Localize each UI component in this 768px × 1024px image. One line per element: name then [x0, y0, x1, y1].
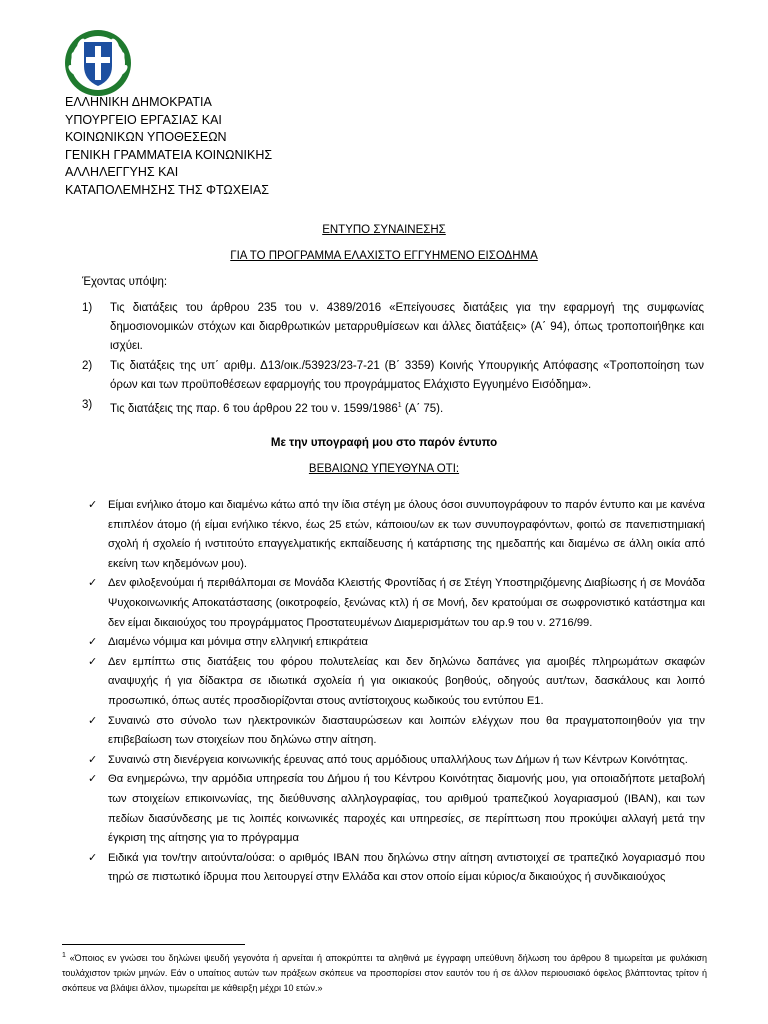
item-number: 2)	[82, 360, 93, 372]
declaration-item	[88, 496, 705, 574]
item-text-tail: (Α΄ 75).	[401, 402, 444, 415]
declarations-list	[88, 496, 705, 888]
item-number: 3)	[82, 399, 93, 411]
declaration-text: Δεν φιλοξενούμαι ή περιθάλπομαι σε Μονάδα Κλειστής Φροντίδας ή σε Στέγη Υποστηριζόμενης Διαβίωσης ή σε Μονάδα Ψυχοκοινωνικής Αποκατάστασης (οικοτροφείο, ξενώνας κτλ) ή σε Μονή, δεν κρατούμαι σε σωφρονιστικό κατάστημα και δεν είμαι δικαιούχος του προγράμματος Προστατευμένων Διαμερισμάτων του αρ.9 του ν. 2716/99.	[108, 577, 705, 629]
footnote-marker: 1	[62, 952, 66, 959]
header-line: ΚΟΙΝΩΝΙΚΩΝ ΥΠΟΘΕΣΕΩΝ	[65, 130, 227, 144]
item-text-main: Τις διατάξεις της παρ. 6 του άρθρου 22 του ν. 1599/1986	[110, 402, 398, 415]
greek-emblem-icon	[63, 28, 133, 98]
checkmark-icon: ✓	[88, 714, 98, 727]
item-text: Τις διατάξεις του άρθρου 235 του ν. 4389/2016 «Επείγουσες διατάξεις για την εφαρμογή της συμφωνίας δημοσιονομικών στόχων και διαρθρωτικών μεταρρυθμίσεων και άλλες διατάξεις» (Α΄ 94), όπως τροποποιήθηκε και ισχύει.	[110, 302, 704, 352]
consideration-item	[82, 299, 704, 356]
form-subtitle: ΓΙΑ ΤΟ ΠΡΟΓΡΑΜΜΑ ΕΛΑΧΙΣΤΟ ΕΓΓΥΗΜΕΝΟ ΕΙΣΟΔΗΜΑ	[230, 250, 538, 262]
header-line: ΕΛΛΗΝΙΚΗ ΔΗΜΟΚΡΑΤΙΑ	[65, 95, 212, 109]
declaration-item	[88, 653, 705, 712]
checkmark-icon: ✓	[88, 851, 98, 864]
footnote-text: «Όποιος εν γνώσει του δηλώνει ψευδή γεγονότα ή αρνείται ή αποκρύπτει τα αληθινά με έγγραφη υπεύθυνη δήλωση του άρθρου 8 τιμωρείται με φυλάκιση τουλάχιστον τριών μηνών. Εάν ο υπαίτιος αυτών των πράξεων σκόπευε να προσπορίσει στον εαυτόν του ή σε άλλον περιουσιακό όφελος βλάπτοντας τρίτον ή σκόπευε να βλάψει άλλον, τιμωρείται με κάθειρξη μέχρι 10 ετών.»	[62, 953, 707, 993]
declaration-item	[88, 751, 705, 771]
declaration-text: Συναινώ στη διενέργεια κοινωνικής έρευνας από τους αρμόδιους υπαλλήλους των Δήμων ή των Κέντρων Κοινότητας.	[108, 753, 688, 766]
checkmark-icon: ✓	[88, 753, 98, 766]
ministry-header	[65, 94, 272, 199]
signature-statement: Με την υπογραφή μου στο παρόν έντυπο	[270, 437, 498, 449]
declaration-text: Δεν εμπίπτω στις διατάξεις του φόρου πολυτελείας και δεν δηλώνω δαπάνες για αμοιβές πληρωμάτων σκαφών αναψυχής ή για δίδακτρα σε ιδιωτικά σχολεία ή για οικιακούς βοηθούς, οδηγούς αυτ/των, δασκάλους και λοιπό προσωπικό, όπως αυτές προσδιορίζονται στους αντίστοιχους κωδικούς του εντύπου Ε1.	[108, 655, 705, 707]
checkmark-icon: ✓	[88, 773, 98, 786]
item-text: Τις διατάξεις της υπ΄ αριθμ. Δ13/οικ./53923/23-7-21 (Β΄ 3359) Κοινής Υπουργικής Απόφασης «Τροποποίηση των όρων και των προϋποθέσεων εφαρμογής του προγράμματος Ελάχιστο Εγγυημένο Εισόδημα».	[110, 360, 704, 391]
given-label: Έχοντας υπόψη:	[82, 276, 168, 288]
considerations-list	[82, 299, 704, 420]
declaration-item	[88, 712, 705, 751]
declaration-item	[88, 633, 705, 653]
declaration-item	[88, 770, 705, 848]
checkmark-icon: ✓	[88, 577, 98, 590]
declaration-text: Συναινώ στο σύνολο των ηλεκτρονικών διασταυρώσεων και λοιπών ελέγχων που θα πραγματοποιηθούν για την επιβεβαίωση των στοιχείων που δηλώνω στην αίτηση.	[108, 714, 705, 747]
footnote-reference[interactable]: 1	[397, 402, 402, 409]
footnote-divider	[62, 944, 245, 945]
header-line: ΚΑΤΑΠΟΛΕΜΗΣΗΣ ΤΗΣ ΦΤΩΧΕΙΑΣ	[65, 182, 269, 197]
header-line: ΑΛΛΗΛΕΓΓΥΗΣ ΚΑΙ	[65, 165, 179, 179]
consideration-item	[82, 396, 704, 419]
declaration-item	[88, 574, 705, 633]
declaration-text: Διαμένω νόμιμα και μόνιμα στην ελληνική επικράτεια	[108, 636, 368, 649]
checkmark-icon: ✓	[88, 499, 98, 511]
declare-heading: ΒΕΒΑΙΩΝΩ ΥΠΕΥΘΥΝΑ ΟΤΙ:	[308, 463, 460, 475]
item-number: 1)	[82, 302, 93, 314]
declaration-text: Θα ενημερώνω, την αρμόδια υπηρεσία του Δήμου ή του Κέντρου Κοινότητας διαμονής μου, για οποιαδήποτε μεταβολή των στοιχείων επικοινωνίας, της διεύθυνσης αλληλογραφίας, του αριθμού τραπεζικού λογαριασμού (IBAN), και των πεδίων διασύνδεσης με τις λοιπές κοινωνικές παροχές και υπηρεσίες, σε περίπτωση που προκύψει αλλαγή μετά την έγκριση της αίτησης για το πρόγραμμα	[108, 773, 705, 845]
item-text	[110, 396, 704, 419]
checkmark-icon: ✓	[88, 636, 98, 649]
consideration-item	[82, 357, 704, 395]
checkmark-icon: ✓	[88, 655, 98, 668]
header-line: ΥΠΟΥΡΓΕΙΟ ΕΡΓΑΣΙΑΣ ΚΑΙ	[65, 112, 222, 127]
form-title: ΕΝΤΥΠΟ ΣΥΝΑΙΝΕΣΗΣ	[322, 224, 446, 236]
footnote	[62, 948, 707, 996]
declaration-item	[88, 849, 705, 888]
declaration-text: Ειδικά για τον/την αιτούντα/ούσα: ο αριθμός IBAN που δηλώνω στην αίτηση αντιστοιχεί σε τραπεζικό λογαριασμό που τηρώ σε πιστωτικό ίδρυμα που λειτουργεί στην Ελλάδα και στον οποίο είμαι κύριος/α δικαιούχος ή συνδικαιούχος	[108, 851, 705, 884]
declaration-text: Είμαι ενήλικο άτομο και διαμένω κάτω από την ίδια στέγη με όλους όσοι συνυπογράφουν το παρόν έντυπο και με κανένα επιπλέον άτομο (ή είμαι ενήλικο τέκνο, έως 25 ετών, κάποιου/ων εκ των συνυπογραφόντων, φοιτώ σε πανεπιστημιακή σχολή ή σχολείο ή ινστιτούτο επαγγελματικής εκπαίδευσης ή κατάρτισης της ημεδαπής και διαμένω σε άλλη οικία από εκείνη των κηδεμόνων μου).	[108, 499, 705, 570]
header-line: ΓΕΝΙΚΗ ΓΡΑΜΜΑΤΕΙΑ ΚΟΙΝΩΝΙΚΗΣ	[65, 147, 273, 162]
